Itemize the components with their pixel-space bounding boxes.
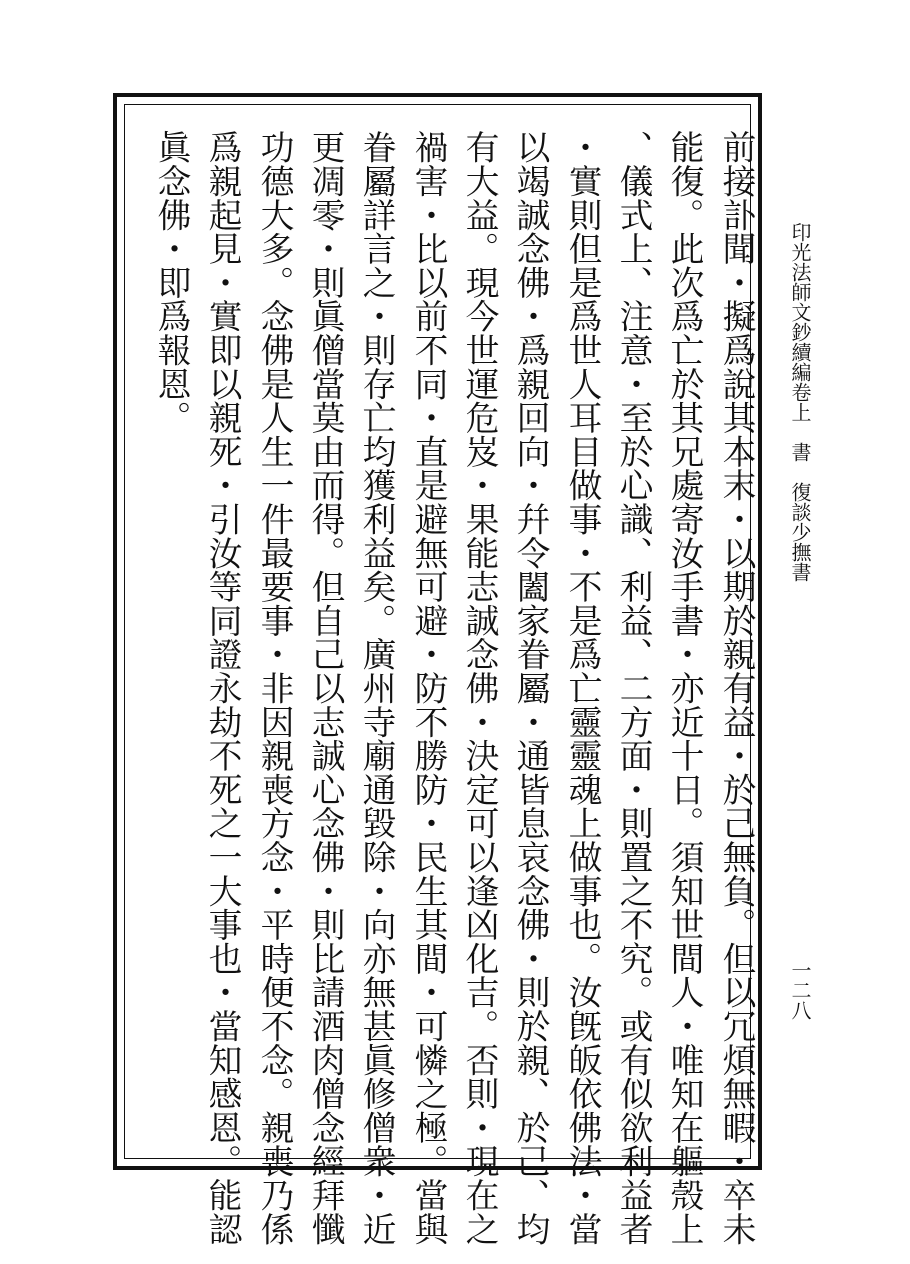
text-column: 有大益。現今世運危岌・果能志誠念佛・決定可以逢凶化吉。否則・現在之 (460, 130, 499, 1246)
text-column: 眞念佛・即爲報恩。 (152, 130, 191, 435)
text-column: 更凋零・則眞僧當莫由而得。但自己以志誠心念佛・則比請酒肉僧念經拜懺 (306, 130, 345, 1246)
text-column: 爲親起見・實即以親死・引汝等同證永劫不死之一大事也・當知感恩。能認 (203, 130, 242, 1246)
text-column: 以竭誠念佛・爲親回向・幷令闔家眷屬・通皆息哀念佛・則於親、於己、均 (511, 130, 550, 1246)
text-column: 、儀式上、注意・至於心識、利益、二方面・則置之不究。或有似欲利益者 (614, 130, 653, 1246)
text-column: 功德大多。念佛是人生一件最要事・非因親喪方念・平時便不念。親喪乃係 (255, 130, 294, 1246)
text-column: 前接訃聞・擬爲說其本末・以期於親有益・於己無負。但以冗煩無暇・卒未 (717, 130, 756, 1246)
text-column: 禍害・比以前不同・直是避無可避・防不勝防・民生其間・可憐之極。當與 (409, 130, 448, 1246)
text-column: ・實則但是爲世人耳目做事・不是爲亡靈靈魂上做事也。汝旣皈依佛法・當 (563, 130, 602, 1246)
text-column: 能復。此次爲亡於其兄處寄汝手書・亦近十日。須知世間人・唯知在軀殼上 (665, 130, 704, 1246)
page-number: 一二八 (788, 960, 812, 1020)
text-column: 眷屬詳言之・則存亡均獲利益矣。廣州寺廟通毀除・向亦無甚眞修僧衆・近 (357, 130, 396, 1246)
running-header: 印光法師文鈔續編卷上 書 復談少撫書 (788, 222, 812, 582)
